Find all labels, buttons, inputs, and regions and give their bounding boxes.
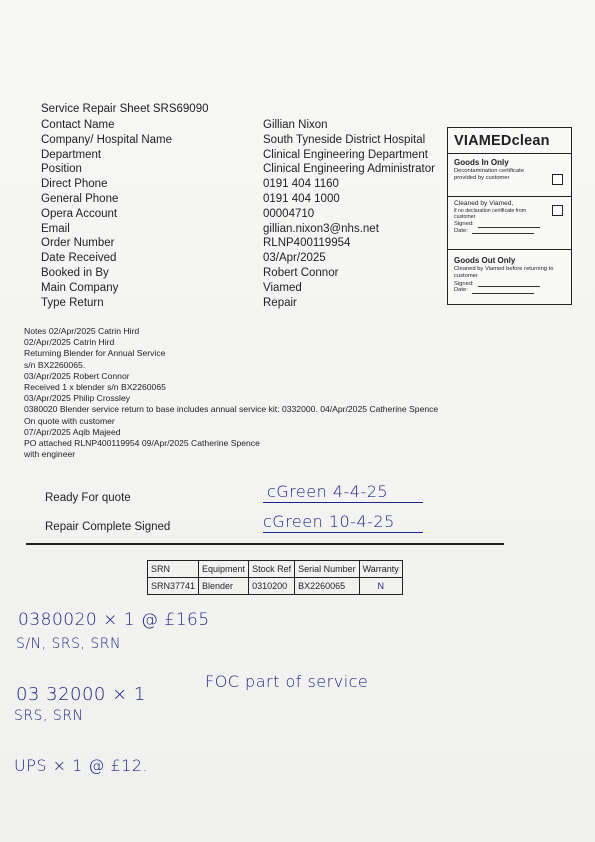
srn-table xyxy=(147,560,403,595)
field-row xyxy=(41,252,441,267)
field-value: RLNP400119954 xyxy=(263,237,351,250)
field-value: Clinical Engineering Department xyxy=(263,148,428,161)
repair-complete-label: Repair Complete Signed xyxy=(45,521,171,533)
ready-for-quote-label: Ready For quote xyxy=(45,492,131,504)
contact-fields xyxy=(41,119,441,311)
sheet-title: Service Repair Sheet SRS69090 xyxy=(41,103,209,115)
field-value: Robert Connor xyxy=(263,266,339,279)
field-value: 0191 404 1160 xyxy=(263,178,339,191)
goods-out-section xyxy=(448,249,571,310)
signed-line xyxy=(478,222,540,228)
date-line xyxy=(472,288,534,294)
field-value: gillian.nixon3@nhs.net xyxy=(263,222,379,235)
table-row xyxy=(148,578,403,595)
field-row xyxy=(41,237,441,252)
column-header: Serial Number xyxy=(295,561,360,578)
field-row xyxy=(41,223,441,238)
handwritten-line-2: S/N, SRS, SRN xyxy=(16,636,121,652)
field-label: Contact Name xyxy=(41,119,115,131)
note-line: s/n BX2260065. xyxy=(24,359,86,370)
handwritten-line-3b: FOC part of service xyxy=(205,672,369,691)
stamp-brand-b: clean xyxy=(511,133,550,149)
field-row xyxy=(41,193,441,208)
field-row xyxy=(41,267,441,282)
table-cell: N xyxy=(359,578,402,595)
handwritten-line-5: UPS × 1 @ £12. xyxy=(14,756,149,775)
field-value: Repair xyxy=(263,296,297,309)
goods-in-section xyxy=(448,153,571,196)
goods-in-checkbox[interactable] xyxy=(552,174,563,185)
note-line: On quote with customer xyxy=(24,415,115,426)
stamp-brand-a: VIAMED xyxy=(454,133,512,149)
field-label: Department xyxy=(41,148,102,161)
signed-label: Signed: xyxy=(454,280,474,287)
field-value: 00004710 xyxy=(263,207,315,220)
field-row xyxy=(41,163,441,178)
field-label: Type Return xyxy=(41,296,104,309)
note-line: with engineer xyxy=(24,449,76,460)
section-divider xyxy=(26,543,504,545)
ready-signature-line xyxy=(263,502,423,503)
cleaned-date-row xyxy=(454,228,571,235)
viamed-clean-stamp xyxy=(447,127,572,305)
field-row xyxy=(41,178,441,193)
table-cell: 0310200 xyxy=(249,578,295,595)
cleaned-signed-row xyxy=(454,221,571,228)
column-header: Stock Ref xyxy=(249,561,295,578)
handwritten-line-3: 03 32000 × 1 xyxy=(16,684,146,705)
date-label: Date: xyxy=(454,287,468,294)
repair-signature: cGreen 10-4-25 xyxy=(263,512,395,531)
field-label: Opera Account xyxy=(41,207,118,220)
field-value: South Tyneside District Hospital xyxy=(263,133,426,146)
field-value: 03/Apr/2025 xyxy=(263,252,326,265)
note-line: Returning Blender for Annual Service xyxy=(24,348,166,359)
date-label: Date: xyxy=(454,227,468,234)
field-label: General Phone xyxy=(41,192,119,205)
stamp-brand xyxy=(454,133,571,149)
field-row xyxy=(41,282,441,297)
goods-in-text: Decontamination certificate provided by customer xyxy=(454,168,524,181)
note-line: PO attached RLNP400119954 09/Apr/2025 Catherine Spence xyxy=(24,438,260,449)
date-line xyxy=(472,228,534,234)
field-label: Booked in By xyxy=(41,266,109,279)
note-line: 0380020 Blender service return to base includes annual service kit: 0332000. 04/Apr/2025 Catherine Spence xyxy=(24,404,439,415)
field-row xyxy=(41,149,441,164)
table-cell: BX2260065 xyxy=(295,578,360,595)
field-label: Email xyxy=(41,222,70,235)
goods-in-heading: Goods In Only xyxy=(454,158,509,167)
column-header: Warranty xyxy=(359,561,402,578)
note-line: Received 1 x blender s/n BX2260065 xyxy=(24,382,166,393)
handwritten-line-1: 0380020 × 1 @ £165 xyxy=(18,610,210,630)
table-cell: SRN37741 xyxy=(148,578,199,595)
cleaned-text: if no declaration certificate from customer xyxy=(454,207,527,220)
field-row xyxy=(41,297,441,312)
goods-out-text: Cleaned by Viamed before returning to customer xyxy=(454,266,554,279)
note-line: 07/Apr/2025 Aqib Majeed xyxy=(24,426,121,437)
table-header-row xyxy=(148,561,403,578)
signed-label: Signed: xyxy=(454,220,474,227)
note-line: 02/Apr/2025 Catrin Hird xyxy=(24,337,115,348)
field-row xyxy=(41,119,441,134)
ready-signature: cGreen 4-4-25 xyxy=(267,482,389,501)
field-value: Clinical Engineering Administrator xyxy=(263,163,435,176)
field-row xyxy=(41,134,441,149)
goods-out-signed-row xyxy=(454,281,571,288)
note-line: 03/Apr/2025 Philip Crossley xyxy=(24,393,131,404)
notes-block xyxy=(24,326,569,460)
field-row xyxy=(41,208,441,223)
goods-out-heading: Goods Out Only xyxy=(454,256,516,265)
column-header: SRN xyxy=(148,561,199,578)
note-line: 03/Apr/2025 Robert Connor xyxy=(24,370,130,381)
note-line: Notes 02/Apr/2025 Catrin Hird xyxy=(24,326,140,336)
field-value: 0191 404 1000 xyxy=(263,192,340,205)
handwritten-line-4: SRS, SRN xyxy=(14,708,84,724)
cleaned-section xyxy=(448,196,571,249)
goods-out-date-row xyxy=(454,287,571,294)
field-label: Date Received xyxy=(41,252,117,265)
field-label: Direct Phone xyxy=(41,178,108,191)
cleaned-heading: Cleaned by Viamed, xyxy=(454,200,514,207)
field-label: Position xyxy=(41,163,82,176)
column-header: Equipment xyxy=(199,561,249,578)
field-value: Viamed xyxy=(263,281,302,294)
field-value: Gillian Nixon xyxy=(263,119,328,131)
field-label: Main Company xyxy=(41,281,119,294)
cleaned-checkbox[interactable] xyxy=(552,205,563,216)
repair-signature-line xyxy=(263,532,423,533)
table-cell: Blender xyxy=(199,578,249,595)
field-label: Company/ Hospital Name xyxy=(41,133,173,146)
field-label: Order Number xyxy=(41,237,115,250)
